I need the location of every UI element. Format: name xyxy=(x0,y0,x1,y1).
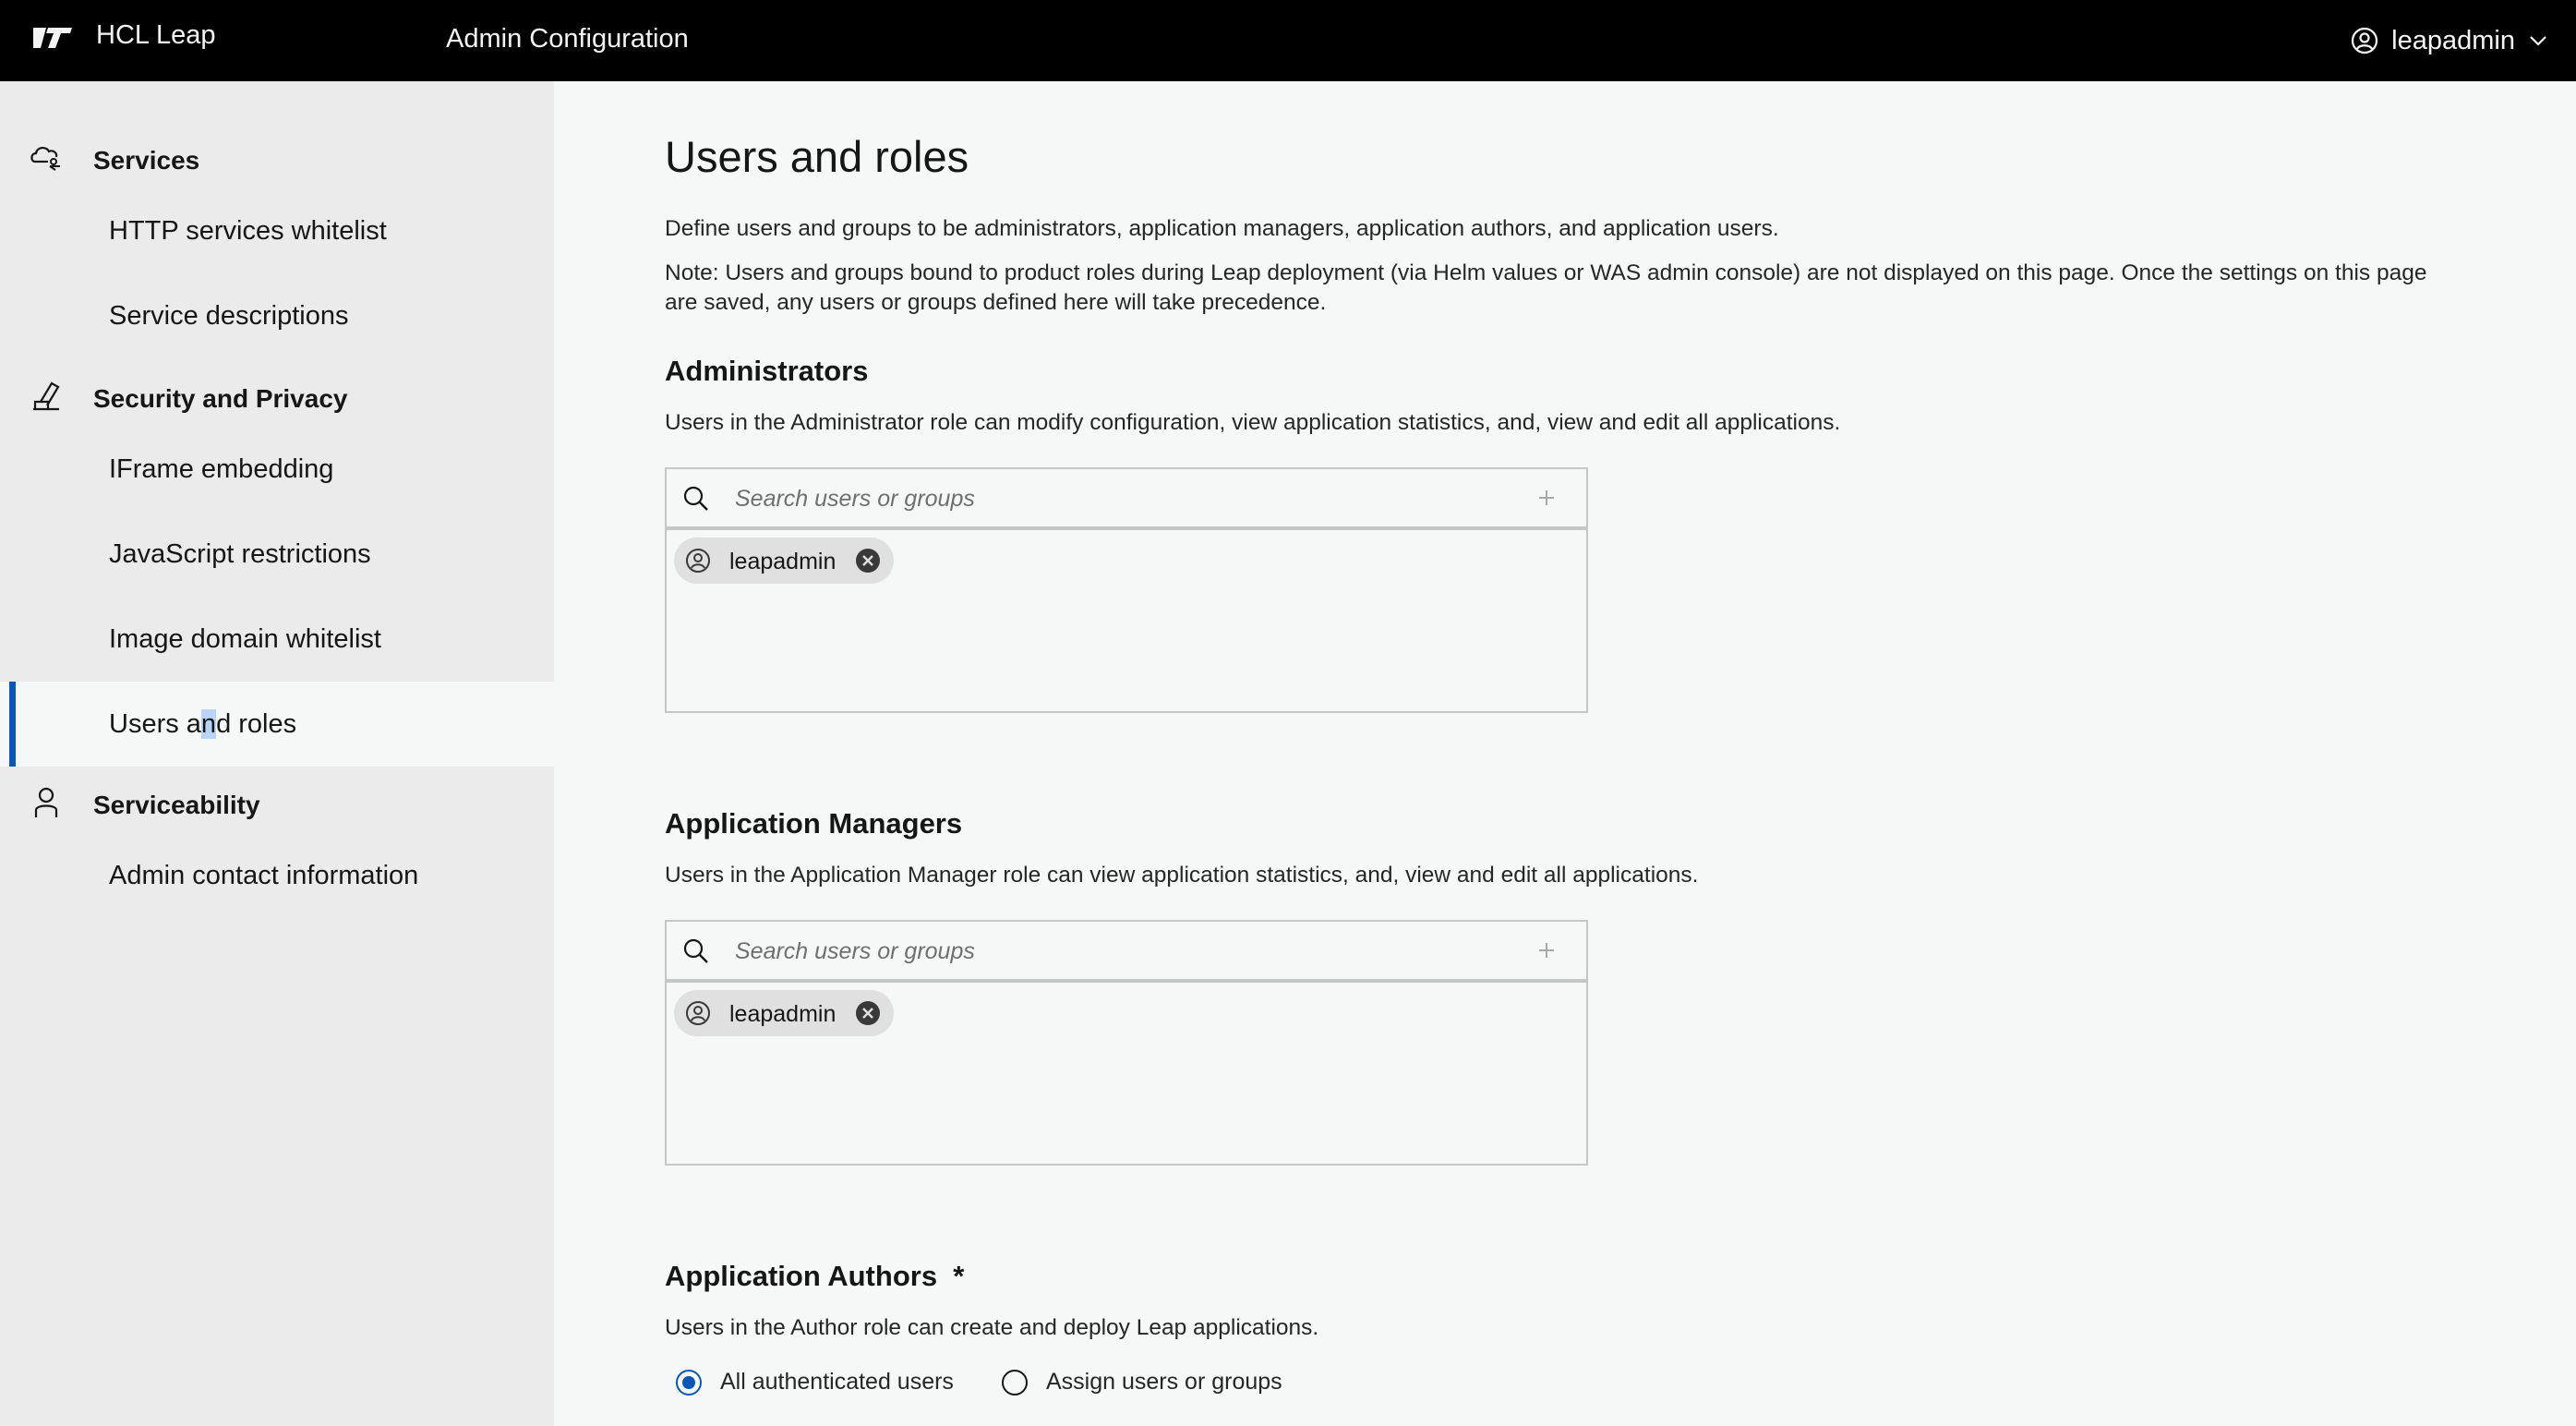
radio-all-authenticated-users[interactable] xyxy=(676,1369,954,1396)
sidebar-item-label: Users and roles xyxy=(109,709,297,739)
text-selection: n xyxy=(200,709,217,739)
sidebar-item-users-and-roles[interactable] xyxy=(0,682,554,767)
sidebar-group-label: Services xyxy=(93,146,200,175)
sidebar-item-image-domain-whitelist[interactable] xyxy=(0,597,554,682)
page-note-line-1: Note: Users and groups bound to product roles during Leap deployment (via Helm values or WAS admin console) are not displayed on this page. Once the settings on this page xyxy=(665,260,2427,285)
user-menu[interactable] xyxy=(2351,22,2548,59)
hcl-logo-icon xyxy=(28,22,76,54)
sidebar-item-label: Image domain whitelist xyxy=(109,624,381,654)
sidebar-group-label: Security and Privacy xyxy=(93,384,348,413)
main-content xyxy=(554,81,2576,1426)
app-managers-search-input[interactable] xyxy=(735,933,1474,970)
administrators-search xyxy=(665,467,1588,528)
sidebar-item-admin-contact-information[interactable] xyxy=(0,833,554,918)
brand-name: HCL Leap xyxy=(96,20,216,50)
page-note-line-2: are saved, any users or groups defined here will take precedence. xyxy=(665,290,1327,315)
person-icon xyxy=(28,784,65,821)
app-managers-title: Application Managers xyxy=(665,807,963,840)
sidebar-item-javascript-restrictions[interactable] xyxy=(0,512,554,597)
app-title: Admin Configuration xyxy=(446,24,689,54)
page-title: Users and roles xyxy=(665,132,969,181)
sidebar-group-services[interactable] xyxy=(0,126,554,190)
member-chip-label: leapadmin xyxy=(729,549,837,574)
sidebar-group-serviceability[interactable] xyxy=(0,770,554,835)
app-managers-search xyxy=(665,920,1588,981)
sidebar-item-service-descriptions[interactable] xyxy=(0,273,554,358)
page-description: Define users and groups to be administrators, application managers, application authors, and application users. xyxy=(665,216,1779,241)
sidebar-item-iframe-embedding[interactable] xyxy=(0,427,554,512)
required-marker: * xyxy=(953,1260,965,1292)
administrators-search-input[interactable] xyxy=(735,480,1474,517)
sidebar-item-label: IFrame embedding xyxy=(109,454,334,484)
member-chip xyxy=(674,538,894,584)
sidebar-group-label: Serviceability xyxy=(93,791,260,819)
security-privacy-icon xyxy=(28,378,65,415)
add-icon[interactable] xyxy=(1535,486,1559,510)
radio-label: Assign users or groups xyxy=(1046,1369,1282,1395)
app-authors-title xyxy=(665,1260,964,1293)
sidebar xyxy=(0,81,554,1426)
administrators-title: Administrators xyxy=(665,355,869,387)
sidebar-item-label: Service descriptions xyxy=(109,301,349,331)
app-authors-description: Users in the Author role can create and deploy Leap applications. xyxy=(665,1315,1319,1340)
sidebar-item-http-services-whitelist[interactable] xyxy=(0,188,554,273)
app-managers-description: Users in the Application Manager role can view application statistics, and, view and edit all applications. xyxy=(665,863,1699,888)
sidebar-item-label: Admin contact information xyxy=(109,861,419,890)
radio-assign-users-or-groups[interactable] xyxy=(1002,1369,1282,1396)
sidebar-item-label: JavaScript restrictions xyxy=(109,539,371,569)
sidebar-item-label: HTTP services whitelist xyxy=(109,216,387,246)
remove-chip-icon[interactable] xyxy=(855,548,881,574)
user-avatar-icon xyxy=(685,548,711,574)
radio-button[interactable] xyxy=(1002,1370,1028,1396)
search-icon xyxy=(681,937,711,966)
chevron-down-icon xyxy=(2528,30,2548,51)
member-chip-label: leapadmin xyxy=(729,1001,837,1027)
administrators-description: Users in the Administrator role can modify configuration, view application statistics, and, view and edit all applications. xyxy=(665,410,1841,435)
search-icon xyxy=(681,484,711,514)
user-avatar-icon xyxy=(685,1000,711,1026)
app-managers-members xyxy=(665,981,1588,1166)
cloud-services-icon xyxy=(28,139,65,176)
radio-label: All authenticated users xyxy=(720,1369,954,1395)
remove-chip-icon[interactable] xyxy=(855,1000,881,1026)
user-name: leapadmin xyxy=(2391,25,2515,55)
app-authors-title-text: Application Authors xyxy=(665,1260,938,1292)
member-chip xyxy=(674,990,894,1036)
sidebar-group-security-privacy[interactable] xyxy=(0,364,554,429)
radio-button-checked[interactable] xyxy=(676,1370,702,1396)
administrators-members xyxy=(665,528,1588,713)
user-avatar-icon xyxy=(2351,27,2378,54)
top-header xyxy=(0,0,2576,81)
add-icon[interactable] xyxy=(1535,938,1559,962)
